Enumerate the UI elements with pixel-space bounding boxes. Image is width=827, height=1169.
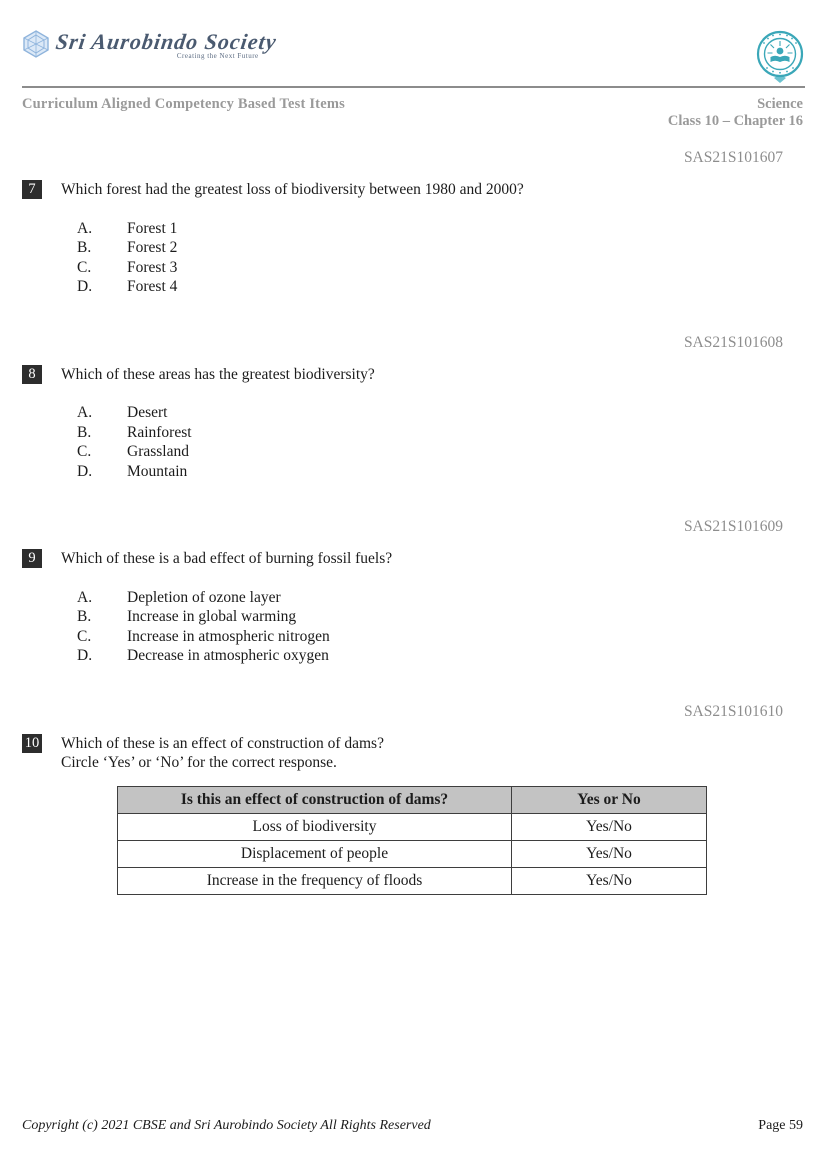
- option-row: [77, 607, 805, 627]
- option-text: Increase in global warming: [127, 608, 297, 625]
- document-title: Curriculum Aligned Competency Based Test Items: [22, 96, 345, 112]
- option-letter: C.: [77, 443, 92, 460]
- option-row: [77, 423, 805, 443]
- option-text: Forest 2: [127, 239, 178, 256]
- question-text: Which of these is a bad effect of burning fossil fuels?: [61, 550, 393, 567]
- option-text: Increase in atmospheric nitrogen: [127, 627, 330, 645]
- options-list: [22, 588, 805, 666]
- table-cell-statement: Loss of biodiversity: [118, 813, 512, 840]
- option-text: Mountain: [127, 462, 188, 480]
- sri-aurobindo-society-logo: [22, 30, 277, 63]
- option-letter: A.: [77, 219, 93, 237]
- option-row: [77, 462, 805, 482]
- question-block-8: [22, 333, 805, 482]
- option-row: [77, 258, 805, 278]
- option-letter: A.: [77, 588, 93, 606]
- subject-chapter: [668, 96, 803, 130]
- option-row: [77, 627, 805, 647]
- option-letter: B.: [77, 239, 92, 256]
- header-meta: [22, 96, 803, 130]
- question-number-badge: 8: [22, 365, 42, 384]
- option-text: Desert: [127, 404, 168, 421]
- option-letter: B.: [77, 608, 92, 625]
- option-text: Depletion of ozone layer: [127, 588, 281, 606]
- option-row: [77, 219, 805, 239]
- brand-text: [56, 30, 277, 60]
- option-letter: A.: [77, 404, 93, 421]
- option-text: Forest 3: [127, 258, 178, 276]
- question-number-badge: 10: [22, 734, 42, 753]
- question-code: SAS21S101608: [683, 333, 783, 351]
- table-row: [118, 840, 707, 867]
- page-footer: [22, 1118, 803, 1134]
- question-block-10: [22, 702, 805, 895]
- copyright-notice: Copyright (c) 2021 CBSE and Sri Aurobindo Society All Rights Reserved: [22, 1118, 431, 1133]
- option-row: [77, 277, 805, 297]
- table-header-question: Is this an effect of construction of dams?: [118, 786, 512, 813]
- chapter-label: Class 10 – Chapter 16: [667, 113, 803, 129]
- questions-section: [22, 148, 805, 895]
- table-row: [118, 867, 707, 894]
- question-code: SAS21S101607: [683, 149, 783, 166]
- page-number: Page 59: [758, 1118, 803, 1133]
- option-row: [77, 588, 805, 608]
- option-letter: C.: [77, 258, 92, 276]
- question-block-7: [22, 148, 805, 297]
- header-divider: [22, 86, 805, 88]
- question-text: Which forest had the greatest loss of biodiversity between 1980 and 2000?: [61, 181, 524, 198]
- brand-name: Sri Aurobindo Society: [54, 29, 279, 54]
- cbse-emblem-icon: [755, 30, 805, 89]
- table-header-row: [118, 786, 707, 813]
- option-text: Rainforest: [127, 423, 192, 441]
- option-row: [77, 238, 805, 258]
- option-row: [77, 646, 805, 666]
- option-text: Forest 4: [127, 278, 178, 295]
- table-cell-yesno[interactable]: Yes/No: [512, 867, 707, 894]
- brand-tagline: Creating the Next Future: [176, 52, 259, 60]
- option-letter: D.: [77, 278, 93, 295]
- question-text: Which of these areas has the greatest biodiversity?: [61, 365, 375, 383]
- page-header: [22, 30, 805, 89]
- option-letter: C.: [77, 627, 92, 645]
- options-list: [22, 219, 805, 297]
- subject-label: Science: [757, 96, 803, 112]
- question-number-badge: 9: [22, 549, 42, 568]
- option-text: Decrease in atmospheric oxygen: [127, 647, 329, 664]
- table-cell-statement: Displacement of people: [118, 840, 512, 867]
- lotus-diamond-icon: [22, 30, 50, 63]
- question-block-9: [22, 517, 805, 666]
- table-cell-yesno[interactable]: Yes/No: [512, 840, 707, 867]
- option-letter: D.: [77, 647, 93, 664]
- option-letter: D.: [77, 462, 93, 480]
- question-text: Which of these is an effect of construction of dams?: [61, 734, 384, 752]
- question-text-group: [61, 734, 384, 773]
- table-row: [118, 813, 707, 840]
- option-text: Grassland: [127, 443, 189, 460]
- table-cell-yesno[interactable]: Yes/No: [512, 813, 707, 840]
- option-row: [77, 442, 805, 462]
- yes-no-table: [117, 786, 707, 895]
- options-list: [22, 403, 805, 481]
- question-number-badge: 7: [22, 180, 42, 199]
- question-instruction: Circle ‘Yes’ or ‘No’ for the correct response.: [61, 754, 337, 771]
- question-code: SAS21S101610: [683, 702, 783, 720]
- table-cell-statement: Increase in the frequency of floods: [118, 867, 512, 894]
- question-code: SAS21S101609: [683, 518, 783, 535]
- option-row: [77, 403, 805, 423]
- table-header-yesno: Yes or No: [512, 786, 707, 813]
- option-text: Forest 1: [127, 219, 178, 237]
- option-letter: B.: [77, 423, 92, 441]
